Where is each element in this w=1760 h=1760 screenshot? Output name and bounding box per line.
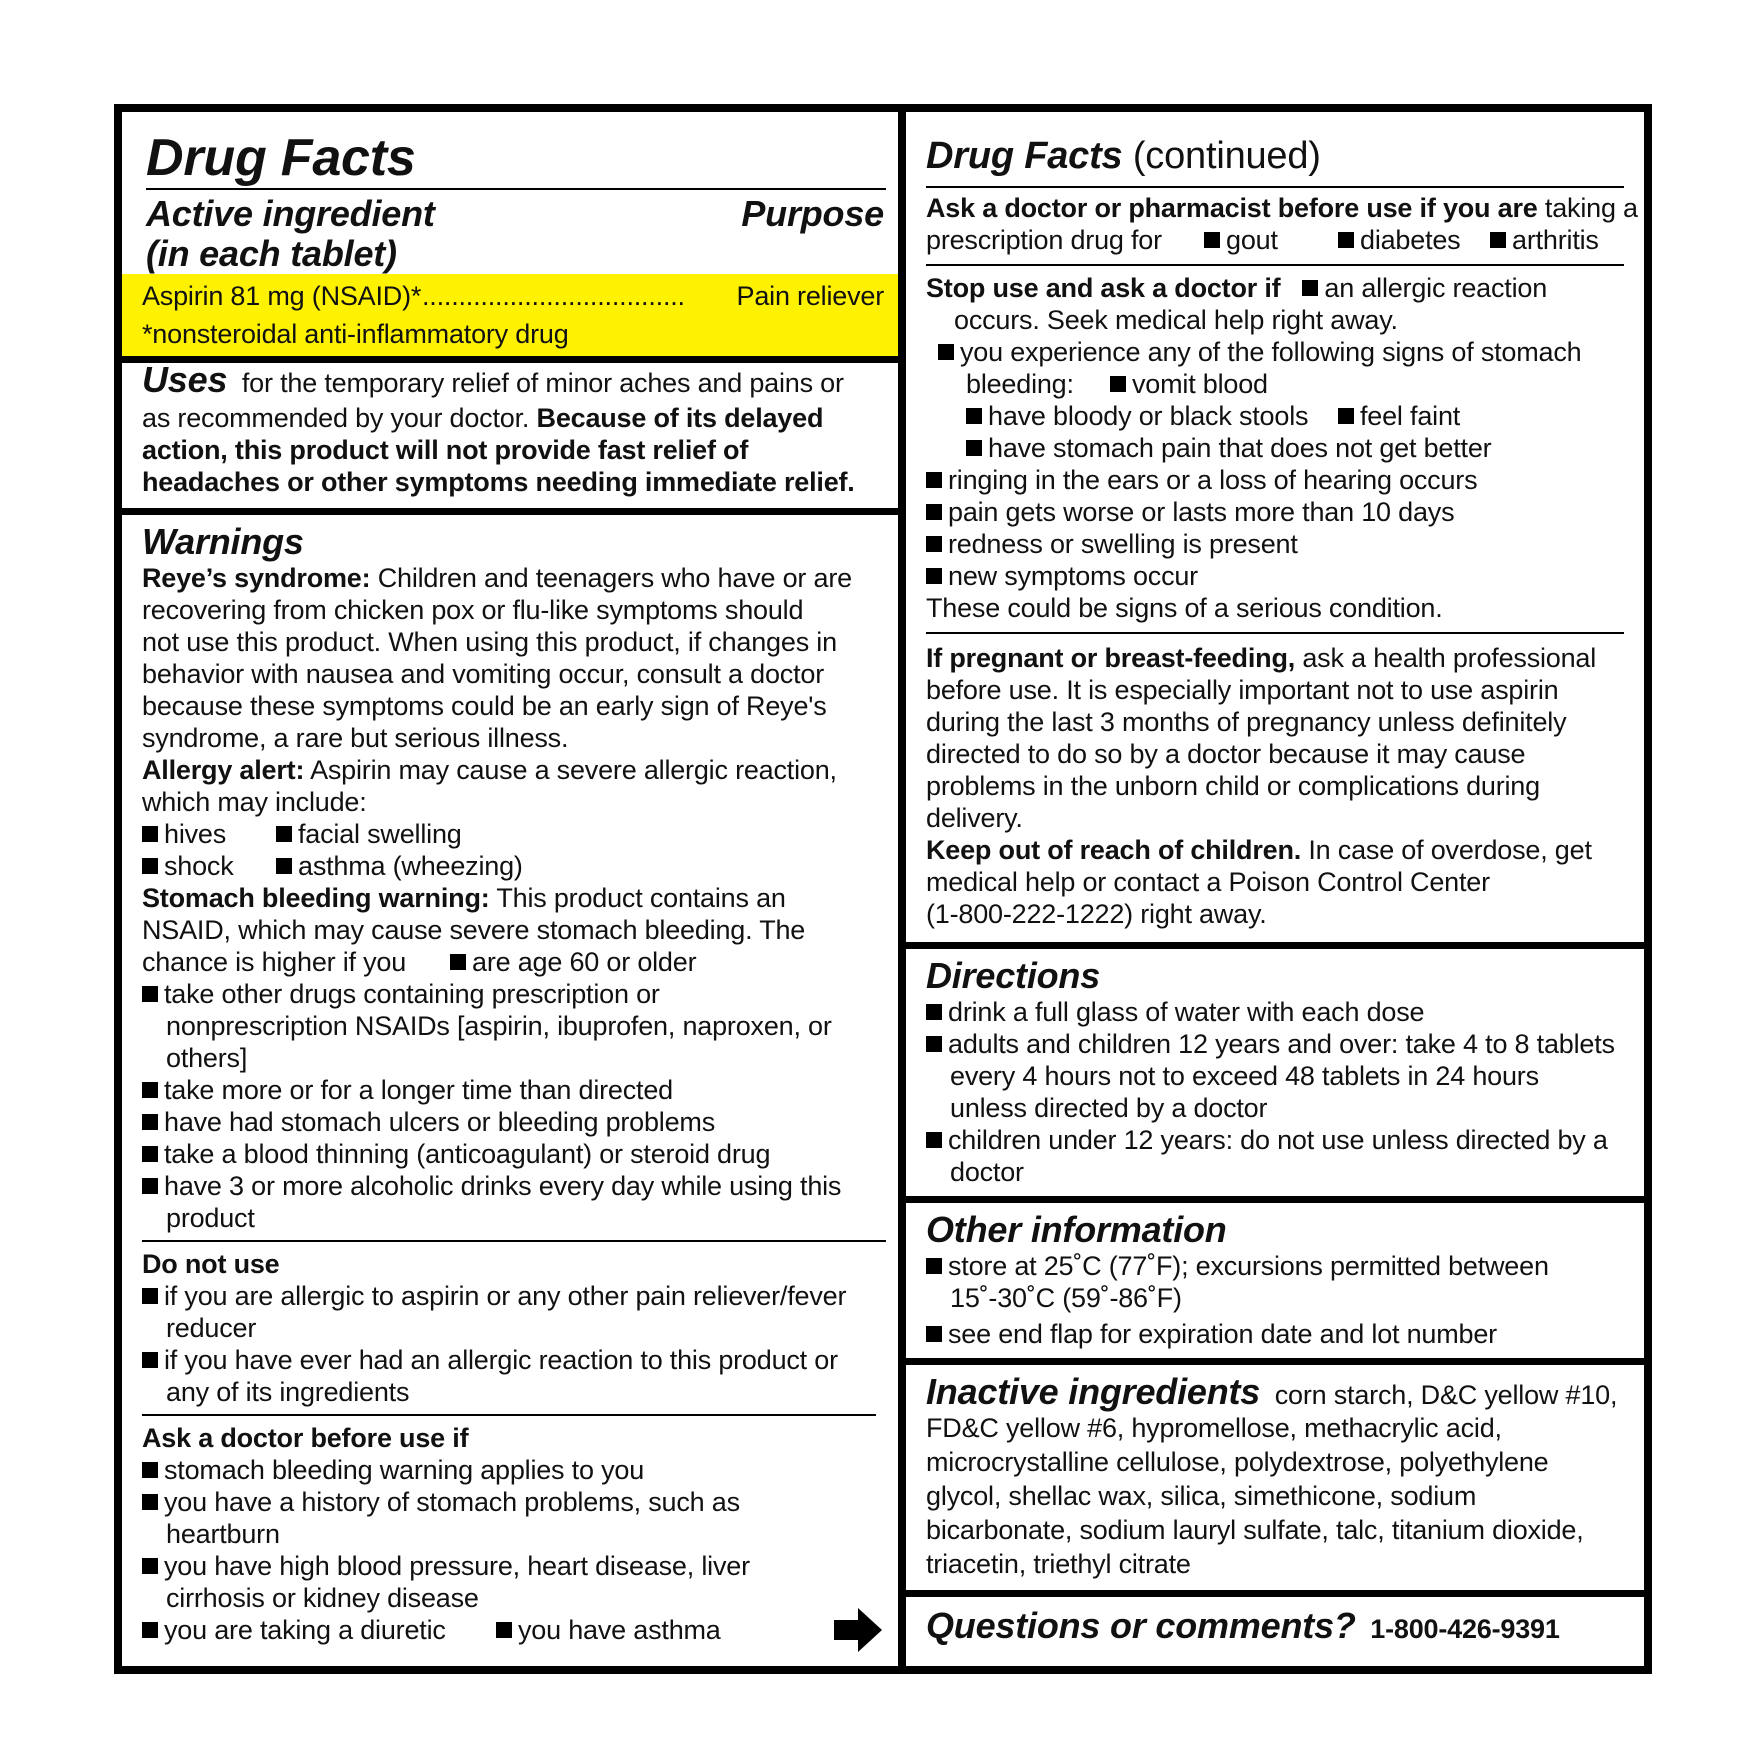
- stop-summary: These could be signs of a serious condition.: [926, 593, 1443, 623]
- stomach-item-cont: product: [166, 1203, 255, 1233]
- inactive-line-6: triacetin, triethyl citrate: [926, 1549, 1191, 1579]
- preg-line-6: delivery.: [926, 803, 1023, 833]
- square-bullet-icon: [1204, 232, 1220, 248]
- other-info-item: [926, 1318, 1497, 1350]
- inactive-heading: Inactive ingredients: [926, 1371, 1261, 1412]
- drug-facts-title: Drug Facts: [146, 129, 416, 187]
- square-bullet-icon: [926, 504, 942, 520]
- askdoc-item-text: you have high blood pressure, heart disease, liver: [164, 1551, 750, 1581]
- stomach-line-3: chance is higher if you: [142, 947, 407, 977]
- allergy-item-text: asthma (wheezing): [298, 851, 523, 881]
- ingredient-leader-dots: ....................................: [422, 281, 685, 311]
- stop-item-text: you experience any of the following signs of stomach: [960, 337, 1582, 367]
- reye-line-5: because these symptoms could be an early sign of Reye's: [142, 691, 827, 721]
- directions-item-text: drink a full glass of water with each dose: [948, 997, 1425, 1027]
- square-bullet-icon: [142, 1352, 158, 1368]
- continued-title-rule: [926, 186, 1624, 188]
- stop-item-cont: occurs. Seek medical help right away.: [954, 305, 1398, 335]
- square-bullet-icon: [1302, 280, 1318, 296]
- reye-line-2: recovering from chicken pox or flu-like symptoms should: [142, 595, 804, 625]
- stomach-line-1: [142, 882, 786, 914]
- continued-title-main: Drug Facts: [926, 135, 1123, 177]
- allergy-item: [276, 850, 523, 882]
- askpharm-item: [1204, 224, 1278, 256]
- directions-item-cont: every 4 hours not to exceed 48 tablets in 24 hours: [950, 1061, 1539, 1091]
- askdoc-item: [142, 1550, 750, 1582]
- uses-text-2a: as recommended by your doctor.: [142, 403, 530, 433]
- directions-item-text: adults and children 12 years and over: take 4 to 8 tablets: [948, 1029, 1615, 1059]
- stop-item-text: pain gets worse or lasts more than 10 days: [948, 497, 1455, 527]
- inactive-text-1: corn starch, D&C yellow #10,: [1274, 1380, 1618, 1410]
- square-bullet-icon: [142, 1114, 158, 1130]
- square-bullet-icon: [142, 1288, 158, 1304]
- stomach-item: [450, 946, 696, 978]
- directions-item-cont: doctor: [950, 1157, 1024, 1187]
- allergy-line-2: which may include:: [142, 787, 367, 817]
- stomach-item-text: have had stomach ulcers or bleeding problems: [164, 1107, 716, 1137]
- continued-title: [926, 134, 1321, 178]
- askpharm-item: [1338, 224, 1460, 256]
- donotuse-heading: Do not use: [142, 1249, 280, 1279]
- stomach-item: [142, 1170, 841, 1202]
- square-bullet-icon: [142, 1494, 158, 1510]
- stomach-item-cont: others]: [166, 1043, 248, 1073]
- square-bullet-icon: [1338, 408, 1354, 424]
- stop-item-text: an allergic reaction: [1324, 273, 1548, 303]
- questions-phone[interactable]: 1-800-426-9391: [1370, 1614, 1560, 1644]
- stomach-item: [142, 1106, 715, 1138]
- allergy-line-1: [142, 754, 837, 786]
- active-ingredient-subheading: (in each tablet): [146, 233, 397, 274]
- square-bullet-icon: [276, 858, 292, 874]
- square-bullet-icon: [142, 1462, 158, 1478]
- square-bullet-icon: [938, 344, 954, 360]
- inactive-line-5: bicarbonate, sodium lauryl sulfate, talc, titanium dioxide,: [926, 1515, 1584, 1545]
- stop-item-text: new symptoms occur: [948, 561, 1198, 591]
- purpose-heading: Purpose: [741, 193, 884, 234]
- square-bullet-icon: [926, 472, 942, 488]
- askpharm-item-text: arthritis: [1512, 225, 1599, 255]
- askdoc-item: [142, 1486, 740, 1518]
- askdoc-item: [142, 1614, 446, 1646]
- warnings-divider: [122, 508, 898, 515]
- warnings-heading: Warnings: [142, 521, 304, 562]
- stomach-label: Stomach bleeding warning:: [142, 883, 490, 913]
- square-bullet-icon: [926, 568, 942, 584]
- askdoc-item-cont: heartburn: [166, 1519, 280, 1549]
- square-bullet-icon: [496, 1622, 512, 1638]
- stomach-item-text: take more or for a longer time than directed: [164, 1075, 673, 1105]
- stop-subitem: [1338, 400, 1460, 432]
- stop-item-text: redness or swelling is present: [948, 529, 1298, 559]
- donotuse-item-text: if you are allergic to aspirin or any other pain reliever/fever: [164, 1281, 847, 1311]
- stomach-item: [142, 1138, 770, 1170]
- drug-facts-label: [114, 104, 1652, 1674]
- donotuse-item-text: if you have ever had an allergic reaction to this product or: [164, 1345, 838, 1375]
- active-ingredient-heading: Active ingredient: [146, 193, 435, 234]
- square-bullet-icon: [1490, 232, 1506, 248]
- left-column: [122, 112, 898, 1666]
- square-bullet-icon: [966, 408, 982, 424]
- ingredient-purpose: Pain reliever: [736, 281, 884, 311]
- inactive-divider: [906, 1358, 1644, 1365]
- askpharm-item-text: diabetes: [1360, 225, 1461, 255]
- askdoc-rule: [142, 1414, 876, 1416]
- square-bullet-icon: [926, 1326, 942, 1342]
- stop-subitem-text: have stomach pain that does not get better: [988, 433, 1492, 463]
- square-bullet-icon: [926, 1258, 942, 1274]
- uses-divider: [122, 356, 898, 363]
- square-bullet-icon: [142, 986, 158, 1002]
- questions-divider: [906, 1590, 1644, 1597]
- uses-line-3: action, this product will not provide fast relief of: [142, 435, 749, 465]
- other-info-item-text: store at 25˚C (77˚F); excursions permitted between: [948, 1251, 1549, 1281]
- stop-rule: [926, 264, 1624, 266]
- stop-item: [926, 528, 1298, 560]
- square-bullet-icon: [926, 1036, 942, 1052]
- stop-line-1: [926, 272, 1547, 304]
- arrow-right-icon: [834, 1608, 882, 1652]
- askdoc-item-cont: cirrhosis or kidney disease: [166, 1583, 479, 1613]
- stomach-item-text: take a blood thinning (anticoagulant) or steroid drug: [164, 1139, 771, 1169]
- stop-item-text: ringing in the ears or a loss of hearing occurs: [948, 465, 1478, 495]
- reye-line-6: syndrome, a rare but serious illness.: [142, 723, 569, 753]
- stop-subitem: [1110, 368, 1268, 400]
- askdoc-item-text: you have a history of stomach problems, such as: [164, 1487, 740, 1517]
- allergy-item: [142, 850, 234, 882]
- askdoc-item-text: you are taking a diuretic: [164, 1615, 446, 1645]
- square-bullet-icon: [926, 1004, 942, 1020]
- askpharm-line-1: [926, 192, 1638, 224]
- stop-label: Stop use and ask a doctor if: [926, 273, 1281, 303]
- stomach-item-text: have 3 or more alcoholic drinks every day while using this: [164, 1171, 842, 1201]
- preg-line-2: before use. It is especially important not to use aspirin: [926, 675, 1559, 705]
- questions-heading: Questions or comments?: [926, 1605, 1356, 1646]
- column-divider: [898, 112, 906, 1666]
- directions-item-text: children under 12 years: do not use unless directed by a: [948, 1125, 1608, 1155]
- directions-heading: Directions: [926, 955, 1101, 996]
- square-bullet-icon: [142, 1146, 158, 1162]
- other-info-item-cont: 15˚-30˚C (59˚-86˚F): [950, 1283, 1182, 1313]
- square-bullet-icon: [450, 954, 466, 970]
- inactive-line-3: microcrystalline cellulose, polydextrose, polyethylene: [926, 1447, 1549, 1477]
- uses-line-4: headaches or other symptoms needing immediate relief.: [142, 467, 855, 497]
- preg-text-1: ask a health professional: [1302, 643, 1597, 673]
- square-bullet-icon: [142, 1558, 158, 1574]
- square-bullet-icon: [926, 536, 942, 552]
- questions-line: [926, 1606, 1560, 1649]
- askpharm-item: [1490, 224, 1599, 256]
- askdoc-heading: Ask a doctor before use if: [142, 1423, 469, 1453]
- square-bullet-icon: [142, 1178, 158, 1194]
- reye-line-3: not use this product. When using this product, if changes in: [142, 627, 837, 657]
- stomach-item-text: are age 60 or older: [472, 947, 697, 977]
- square-bullet-icon: [1110, 376, 1126, 392]
- uses-line-2: [142, 402, 823, 434]
- donotuse-rule: [142, 1240, 886, 1242]
- continued-title-suffix: (continued): [1132, 135, 1321, 177]
- keep-line-1: [926, 834, 1592, 866]
- directions-item: [926, 1124, 1608, 1156]
- ingredient-footnote: *nonsteroidal anti-inflammatory drug: [142, 319, 569, 349]
- stomach-text-1: This product contains an: [496, 883, 786, 913]
- square-bullet-icon: [276, 826, 292, 842]
- stop-item: [938, 336, 1581, 368]
- allergy-item-text: facial swelling: [298, 819, 462, 849]
- allergy-item: [142, 818, 226, 850]
- reye-text-1: Children and teenagers who have or are: [377, 563, 852, 593]
- askpharm-text-1: taking a: [1544, 193, 1638, 223]
- askdoc-item-text: you have asthma: [518, 1615, 721, 1645]
- directions-item: [926, 996, 1424, 1028]
- reye-line-4: behavior with nausea and vomiting occur, consult a doctor: [142, 659, 825, 689]
- askdoc-item-text: stomach bleeding warning applies to you: [164, 1455, 645, 1485]
- preg-line-3: during the last 3 months of pregnancy unless definitely: [926, 707, 1567, 737]
- askdoc-item: [496, 1614, 721, 1646]
- stop-subitem: [966, 400, 1308, 432]
- keep-line-3: (1-800-222-1222) right away.: [926, 899, 1267, 929]
- square-bullet-icon: [142, 858, 158, 874]
- stomach-item-cont: nonprescription NSAIDs [aspirin, ibuprofen, naproxen, or: [166, 1011, 832, 1041]
- title-rule: [146, 188, 886, 190]
- stomach-item-text: take other drugs containing prescription or: [164, 979, 660, 1009]
- allergy-item: [276, 818, 462, 850]
- preg-line-1: [926, 642, 1596, 674]
- directions-item-cont: unless directed by a doctor: [950, 1093, 1268, 1123]
- reye-line-1: [142, 562, 852, 594]
- stop-item: [926, 560, 1198, 592]
- directions-item: [926, 1028, 1615, 1060]
- pregnancy-rule: [926, 632, 1624, 634]
- inactive-line-1: [926, 1372, 1617, 1415]
- stop-subitem-text: vomit blood: [1132, 369, 1268, 399]
- other-info-heading: Other information: [926, 1209, 1227, 1250]
- askpharm-line-2: prescription drug for: [926, 225, 1162, 255]
- other-info-item: [926, 1250, 1549, 1282]
- square-bullet-icon: [926, 1132, 942, 1148]
- other-info-item-text: see end flap for expiration date and lot number: [948, 1319, 1497, 1349]
- square-bullet-icon: [966, 440, 982, 456]
- stop-item: [926, 464, 1477, 496]
- square-bullet-icon: [142, 1082, 158, 1098]
- keep-label: Keep out of reach of children.: [926, 835, 1302, 865]
- donotuse-item: [142, 1344, 838, 1376]
- keep-line-2: medical help or contact a Poison Control Center: [926, 867, 1490, 897]
- inactive-line-4: glycol, shellac wax, silica, simethicone, sodium: [926, 1481, 1477, 1511]
- stop-subitem-text: have bloody or black stools: [988, 401, 1309, 431]
- preg-line-5: problems in the unborn child or complications during: [926, 771, 1540, 801]
- allergy-item-text: hives: [164, 819, 227, 849]
- stop-item: [926, 496, 1454, 528]
- reye-label: Reye’s syndrome:: [142, 563, 371, 593]
- donotuse-item-cont: reducer: [166, 1313, 257, 1343]
- other-info-divider: [906, 1196, 1644, 1203]
- square-bullet-icon: [142, 826, 158, 842]
- uses-text-2b: Because of its delayed: [536, 403, 824, 433]
- uses-line-1: [142, 359, 844, 400]
- preg-label: If pregnant or breast-feeding,: [926, 643, 1296, 673]
- stomach-line-2: NSAID, which may cause severe stomach bleeding. The: [142, 915, 806, 945]
- uses-heading: Uses: [142, 359, 228, 400]
- uses-text-1: for the temporary relief of minor aches and pains or: [241, 368, 844, 398]
- inactive-line-2: FD&C yellow #6, hypromellose, methacrylic acid,: [926, 1413, 1502, 1443]
- stomach-item: [142, 1074, 673, 1106]
- stop-subitem-text: feel faint: [1360, 401, 1461, 431]
- ingredient-name: Aspirin 81 mg (NSAID)*: [142, 281, 422, 311]
- askpharm-label: Ask a doctor or pharmacist before use if you are: [926, 193, 1538, 223]
- right-column: [906, 112, 1644, 1666]
- allergy-label: Allergy alert:: [142, 755, 305, 785]
- stomach-item: [142, 978, 660, 1010]
- square-bullet-icon: [1338, 232, 1354, 248]
- allergy-text-1: Aspirin may cause a severe allergic reaction,: [310, 755, 837, 785]
- square-bullet-icon: [142, 1622, 158, 1638]
- donotuse-item-cont: any of its ingredients: [166, 1377, 410, 1407]
- askpharm-item-text: gout: [1226, 225, 1278, 255]
- allergy-item-text: shock: [164, 851, 234, 881]
- keep-text-1: In case of overdose, get: [1308, 835, 1592, 865]
- askdoc-item: [142, 1454, 644, 1486]
- donotuse-item: [142, 1280, 846, 1312]
- directions-divider: [906, 942, 1644, 949]
- preg-line-4: directed to do so by a doctor because it may cause: [926, 739, 1526, 769]
- stop-subitem: [966, 432, 1491, 464]
- stop-item-cont: bleeding:: [966, 369, 1074, 399]
